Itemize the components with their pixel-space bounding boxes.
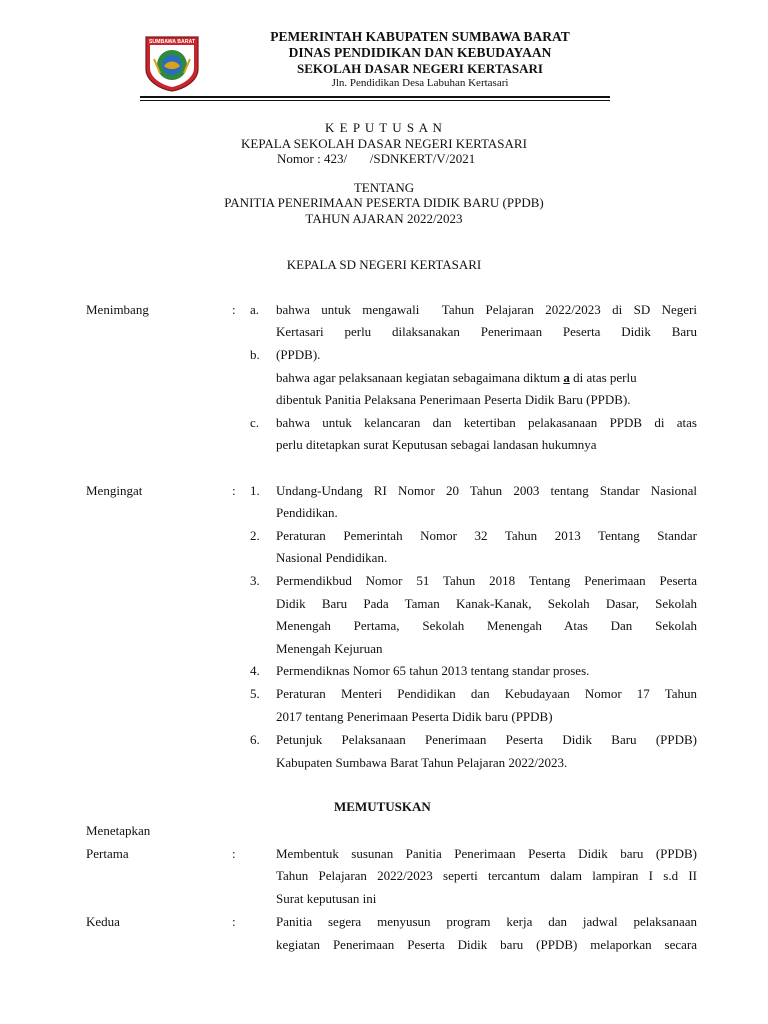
mengingat-item5-line2: 2017 tentang Penerimaan Peserta Didik baru (PPDB) [276, 709, 553, 724]
letterhead-line1: PEMERINTAH KABUPATEN SUMBAWA BARAT [270, 29, 570, 44]
mengingat-item4-line1: Permendiknas Nomor 65 tahun 2013 tentang standar proses. [276, 663, 590, 678]
mengingat-item3-line2: Didik Baru Pada Taman Kanak-Kanak, Sekolah Dasar, Sekolah [276, 596, 697, 611]
logo-text: SUMBAWA BARAT [148, 39, 196, 45]
menimbang-a-line1: bahwa untuk mengawali Tahun Pelajaran 2022/2023 di SD Negeri [276, 302, 697, 317]
mengingat-num-6: 6. [250, 732, 260, 747]
mengingat-num-2: 2. [250, 528, 260, 543]
letterhead-rule-thin [140, 100, 610, 101]
mengingat-item2-line2: Nasional Pendidikan. [276, 550, 388, 565]
subject-line2: TAHUN AJARAN 2022/2023 [305, 211, 463, 226]
menimbang-label: Menimbang [86, 302, 149, 317]
menimbang-b-post: di atas perlu [569, 370, 637, 385]
mengingat-item1-line2: Pendidikan. [276, 505, 338, 520]
mengingat-item3-line3: Menengah Pertama, Sekolah Menengah Atas Dan Sekolah [276, 618, 697, 633]
menimbang-c-line2: perlu ditetapkan surat Keputusan sebagai landasan hukumnya [276, 437, 597, 452]
pertama-line3: Surat keputusan ini [276, 891, 377, 906]
mengingat-colon: : [232, 483, 236, 498]
mengingat-item1-line1: Undang-Undang RI Nomor 20 Tahun 2003 tentang Standar Nasional [276, 483, 697, 498]
mengingat-item3-line4: Menengah Kejuruan [276, 641, 383, 656]
pertama-line2: Tahun Pelajaran 2022/2023 seperti tercantum dalam lampiran I s.d II [276, 868, 697, 883]
menimbang-b-line1 [276, 370, 697, 386]
kedua-line1: Panitia segera menyusun program kerja dan jadwal pelaksanaan [276, 914, 697, 929]
letterhead-address: Jln. Pendidikan Desa Labuhan Kertasari [331, 77, 509, 89]
menimbang-marker-a: a. [250, 302, 260, 317]
mengingat-num-4: 4. [250, 663, 260, 678]
issuer-title: KEPALA SEKOLAH DASAR NEGERI KERTASARI [241, 136, 527, 151]
menimbang-marker-b: b. [250, 347, 260, 362]
tentang-heading: TENTANG [353, 180, 415, 195]
memutuskan-heading: MEMUTUSKAN [334, 799, 431, 814]
menimbang-colon: : [232, 302, 236, 317]
pertama-label: Pertama [86, 846, 129, 861]
menimbang-b-bold: a [563, 370, 570, 385]
pertama-line1: Membentuk susunan Panitia Penerimaan Peserta Didik baru (PPDB) [276, 846, 697, 861]
mengingat-item6-line1: Petunjuk Pelaksanaan Penerimaan Peserta Didik Baru (PPDB) [276, 732, 697, 747]
pertama-colon: : [232, 846, 236, 861]
mengingat-num-5: 5. [250, 686, 260, 701]
letterhead-rule-thick [140, 96, 610, 98]
regency-logo [142, 33, 202, 93]
mengingat-item3-line1: Permendikbud Nomor 51 Tahun 2018 Tentang Penerimaan Peserta [276, 573, 697, 588]
subject-line1: PANITIA PENERIMAAN PESERTA DIDIK BARU (PPDB) [224, 195, 544, 210]
decree-number: Nomor : 423/ /SDNKERT/V/2021 [277, 151, 476, 166]
mengingat-num-3: 3. [250, 573, 260, 588]
letterhead-line2: DINAS PENDIDIKAN DAN KEBUDAYAAN [288, 45, 552, 60]
keputusan-title: K E P U T U S A N [325, 120, 443, 135]
mengingat-item6-line2: Kabupaten Sumbawa Barat Tahun Pelajaran 2022/2023. [276, 755, 568, 770]
kedua-colon: : [232, 914, 236, 929]
menimbang-a-line2: Kertasari perlu dilaksanakan Penerimaan Peserta Didik Baru [276, 324, 697, 339]
mengingat-item2-line1: Peraturan Pemerintah Nomor 32 Tahun 2013 Tentang Standar [276, 528, 697, 543]
menetapkan-label: Menetapkan [86, 823, 151, 838]
kedua-label: Kedua [86, 914, 120, 929]
menimbang-b-line2: dibentuk Panitia Pelaksana Penerimaan Peserta Didik Baru (PPDB). [276, 392, 631, 407]
kepala-heading: KEPALA SD NEGERI KERTASARI [286, 257, 482, 272]
menimbang-a-line3: (PPDB). [276, 347, 321, 362]
menimbang-c-line1: bahwa untuk kelancaran dan ketertiban pelakasanaan PPDB di atas [276, 415, 697, 430]
mengingat-label: Mengingat [86, 483, 143, 498]
menimbang-marker-c: c. [250, 415, 260, 430]
kedua-line2: kegiatan Penerimaan Peserta Didik baru (PPDB) melaporkan secara [276, 937, 697, 952]
menimbang-b-pre: bahwa agar pelaksanaan kegiatan sebagaimana diktum [276, 370, 564, 385]
letterhead-line3: SEKOLAH DASAR NEGERI KERTASARI [297, 61, 543, 76]
mengingat-item5-line1: Peraturan Menteri Pendidikan dan Kebudayaan Nomor 17 Tahun [276, 686, 697, 701]
mengingat-num-1: 1. [250, 483, 260, 498]
